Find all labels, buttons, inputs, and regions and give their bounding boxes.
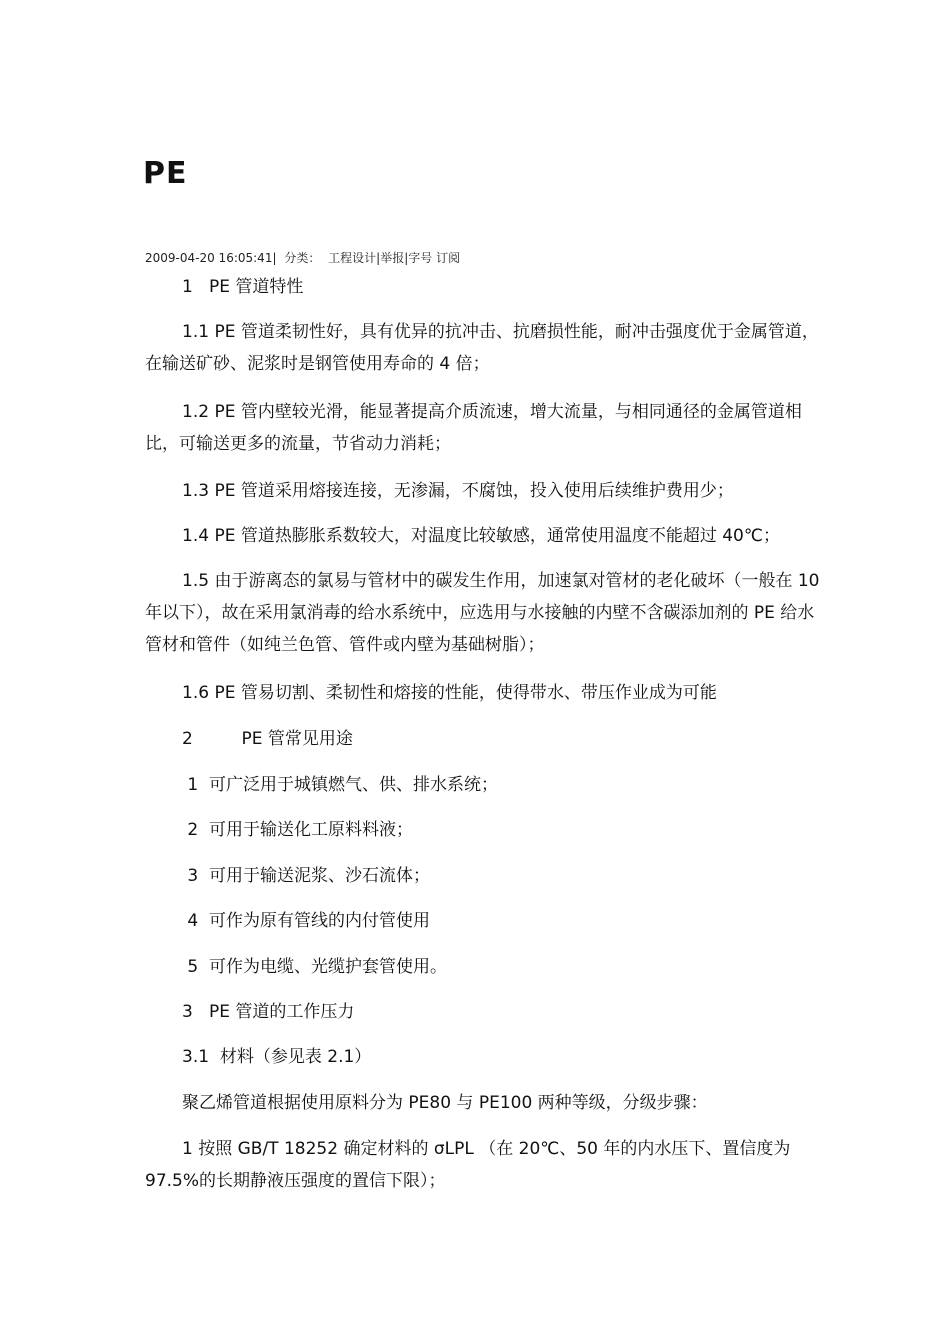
use-item-5: 5 可作为电缆、光缆护套管使用。	[182, 957, 448, 977]
paragraph-1-5: 1.5 由于游离态的氯易与管材中的碳发生作用，加速氯对管材的老化破坏（一般在 10 年以下），故在采用氯消毒的给水系统中，应选用与水接触的内壁不含碳添加剂的 PE 给水管材和管件（如纯兰色管、管件或内壁为基础树脂）；	[145, 571, 820, 655]
paragraph-step-1: 1 按照 GB/T 18252 确定材料的 σLPL （在 20℃、50 年的内水压下、置信度为 97.5%的长期静液压强度的置信下限）；	[145, 1139, 791, 1191]
use-item-4: 4 可作为原有管线的内付管使用	[182, 911, 431, 931]
paragraph-1-1: 1.1 PE 管道柔韧性好，具有优异的抗冲击、抗磨损性能，耐冲击强度优于金属管道，在输送矿砂、泥浆时是钢管使用寿命的 4 倍；	[145, 322, 819, 374]
post-links[interactable]: 工程设计|举报|字号 订阅	[328, 251, 461, 265]
paragraph-1-2: 1.2 PE 管内壁较光滑，能显著提高介质流速，增大流量，与相同通径的金属管道相比，可输送更多的流量，节省动力消耗；	[145, 402, 802, 454]
page-title: PE	[143, 156, 188, 191]
paragraph-1-6: 1.6 PE 管易切割、柔韧性和熔接的性能，使得带水、带压作业成为可能	[182, 683, 717, 703]
subsection-heading-3-1: 3.1 材料（参见表 2.1）	[182, 1047, 372, 1067]
use-item-2: 2 可用于输送化工原料料液；	[182, 820, 414, 840]
paragraph-1-4: 1.4 PE 管道热膨胀系数较大，对温度比较敏感，通常使用温度不能超过 40℃；	[182, 526, 780, 546]
section-heading-2: 2 PE 管常见用途	[182, 729, 353, 749]
post-datetime: 2009-04-20 16:05:41|	[145, 251, 277, 265]
use-item-1: 1 可广泛用于城镇燃气、供、排水系统；	[182, 775, 499, 795]
use-item-3: 3 可用于输送泥浆、沙石流体；	[182, 866, 431, 886]
section-heading-1: 1 PE 管道特性	[182, 277, 304, 297]
paragraph-1-3: 1.3 PE 管道采用熔接连接，无渗漏，不腐蚀，投入使用后续维护费用少；	[182, 481, 734, 501]
section-heading-3: 3 PE 管道的工作压力	[182, 1002, 355, 1022]
category-label: 分类：	[284, 251, 321, 265]
paragraph-grade: 聚乙烯管道根据使用原料分为 PE80 与 PE100 两种等级，分级步骤：	[182, 1093, 708, 1113]
post-meta	[145, 249, 464, 266]
